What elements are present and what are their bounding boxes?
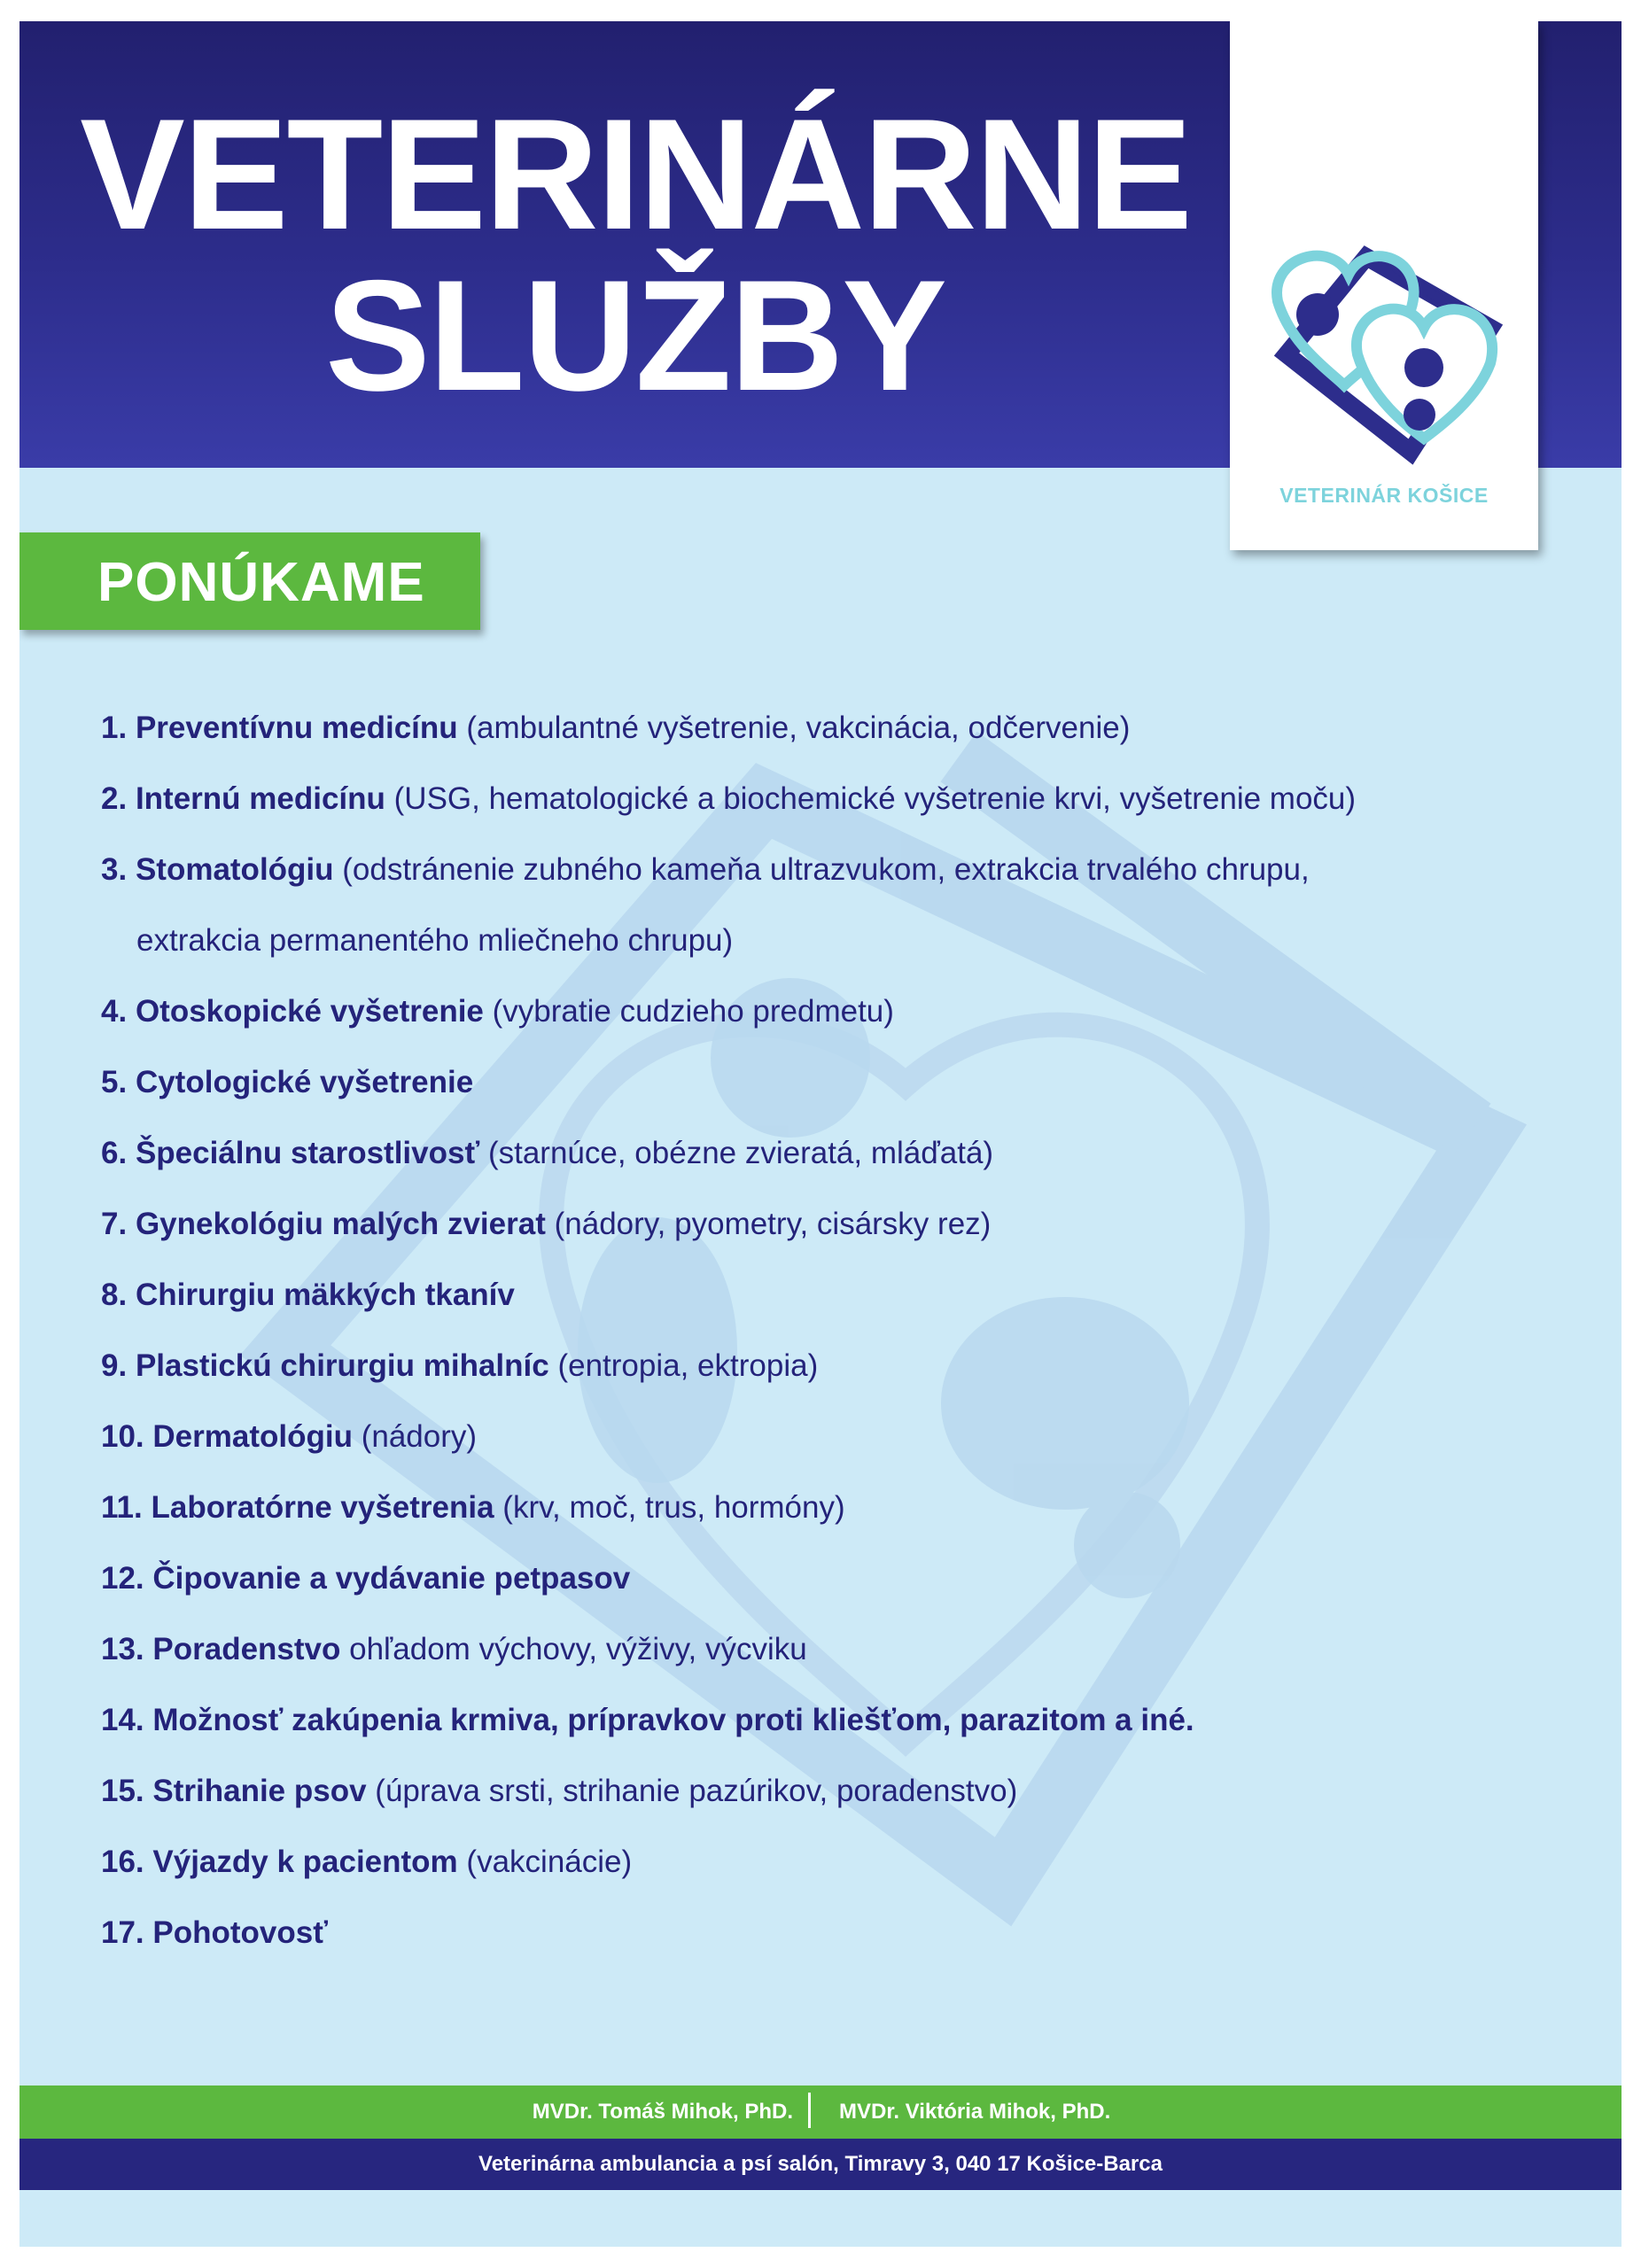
service-detail: (krv, moč, trus, hormóny) [502, 1490, 845, 1525]
service-name: Gynekológiu malých zvierat [135, 1207, 546, 1241]
service-detail: (USG, hematologické a biochemické vyšetrenie krvi, vyšetrenie moču) [393, 781, 1357, 816]
service-detail: (vybratie cudzieho predmetu) [492, 994, 894, 1029]
service-item [101, 1827, 1590, 1898]
service-item [101, 835, 1590, 976]
service-detail: (starnúce, obézne zvieratá, mláďatá) [487, 1136, 994, 1170]
service-item [101, 1614, 1590, 1685]
service-detail: (úprava srsti, strihanie pazúrikov, poradenstvo) [375, 1774, 1018, 1808]
services-list [101, 693, 1590, 1969]
service-item [101, 1260, 1590, 1331]
footer-separator [808, 2093, 811, 2128]
service-number: 3. [101, 852, 128, 887]
service-number: 8. [101, 1278, 128, 1312]
service-detail: (nádory, pyometry, cisársky rez) [554, 1207, 992, 1241]
service-number: 4. [101, 994, 128, 1029]
service-number: 16. [101, 1845, 144, 1879]
service-item [101, 1047, 1590, 1118]
service-number: 2. [101, 781, 128, 816]
service-name: Čipovanie a vydávanie petpasov [152, 1561, 631, 1596]
service-name: Cytologické vyšetrenie [135, 1065, 474, 1099]
service-item [101, 1402, 1590, 1472]
service-number: 13. [101, 1632, 144, 1666]
service-name: Otoskopické vyšetrenie [135, 994, 484, 1029]
address-text: Veterinárna ambulancia a psí salón, Timravy 3, 040 17 Košice-Barca [478, 2152, 1163, 2176]
service-item [101, 1189, 1590, 1260]
service-number: 9. [101, 1348, 128, 1383]
service-name: Laboratórne vyšetrenia [151, 1490, 494, 1525]
service-number: 7. [101, 1207, 128, 1241]
title-line-1: VETERINÁRNE [80, 86, 1191, 262]
service-number: 10. [101, 1419, 144, 1454]
service-number: 15. [101, 1774, 144, 1808]
service-number: 12. [101, 1561, 144, 1596]
service-number: 6. [101, 1136, 128, 1170]
service-detail: (vakcinácie) [466, 1845, 633, 1879]
title-line-2: SLUŽBY [325, 247, 945, 423]
service-item [101, 764, 1590, 835]
service-item [101, 1756, 1590, 1827]
service-name: Možnosť zakúpenia krmiva, prípravkov proti kliešťom, parazitom a iné. [152, 1703, 1194, 1737]
service-name: Internú medicínu [135, 781, 385, 816]
poster [19, 21, 1622, 2247]
service-name: Výjazdy k pacientom [152, 1845, 458, 1879]
service-name: Stomatológiu [135, 852, 334, 887]
service-name: Chirurgiu mäkkých tkanív [135, 1278, 515, 1312]
logo-card [1230, 21, 1538, 550]
heart-pets-logo-icon [1251, 221, 1517, 470]
service-number: 14. [101, 1703, 144, 1737]
service-name: Preventívnu medicínu [135, 711, 458, 745]
service-name: Poradenstvo [152, 1632, 341, 1666]
service-number: 1. [101, 711, 128, 745]
service-item [101, 693, 1590, 764]
service-detail: ohľadom výchovy, výživy, výcviku [349, 1632, 807, 1666]
service-item [101, 1118, 1590, 1189]
service-detail: (odstránenie zubného kameňa ultrazvukom, extrakcia trvalého chrupu, [342, 852, 1310, 887]
service-detail: (ambulantné vyšetrenie, vakcinácia, odčervenie) [466, 711, 1131, 745]
service-name: Pohotovosť [152, 1915, 328, 1950]
logo-text: VETERINÁR KOŠICE [1279, 484, 1489, 507]
footer-doctors [19, 2085, 1622, 2139]
service-name: Strihanie psov [152, 1774, 367, 1808]
page-title [19, 86, 1251, 423]
service-number: 11. [101, 1490, 143, 1525]
service-detail: (entropia, ektropia) [557, 1348, 819, 1383]
service-number: 5. [101, 1065, 128, 1099]
section-badge [19, 532, 480, 630]
service-detail-continuation: extrakcia permanentého mliečneho chrupu) [136, 923, 734, 958]
service-name: Plastickú chirurgiu mihalníc [135, 1348, 549, 1383]
service-item [101, 1331, 1590, 1402]
service-detail: (nádory) [361, 1419, 478, 1454]
service-item [101, 1898, 1590, 1969]
section-label: PONÚKAME [97, 552, 425, 613]
footer-address [19, 2139, 1622, 2190]
doctor-1: MVDr. Tomáš Mihok, PhD. [532, 2100, 793, 2124]
service-item [101, 1472, 1590, 1543]
service-item [101, 1543, 1590, 1614]
service-item [101, 976, 1590, 1047]
doctor-2: MVDr. Viktória Mihok, PhD. [839, 2100, 1111, 2124]
service-item [101, 1685, 1590, 1756]
service-name: Špeciálnu starostlivosť [135, 1136, 480, 1170]
service-name: Dermatológiu [152, 1419, 353, 1454]
service-number: 17. [101, 1915, 144, 1950]
